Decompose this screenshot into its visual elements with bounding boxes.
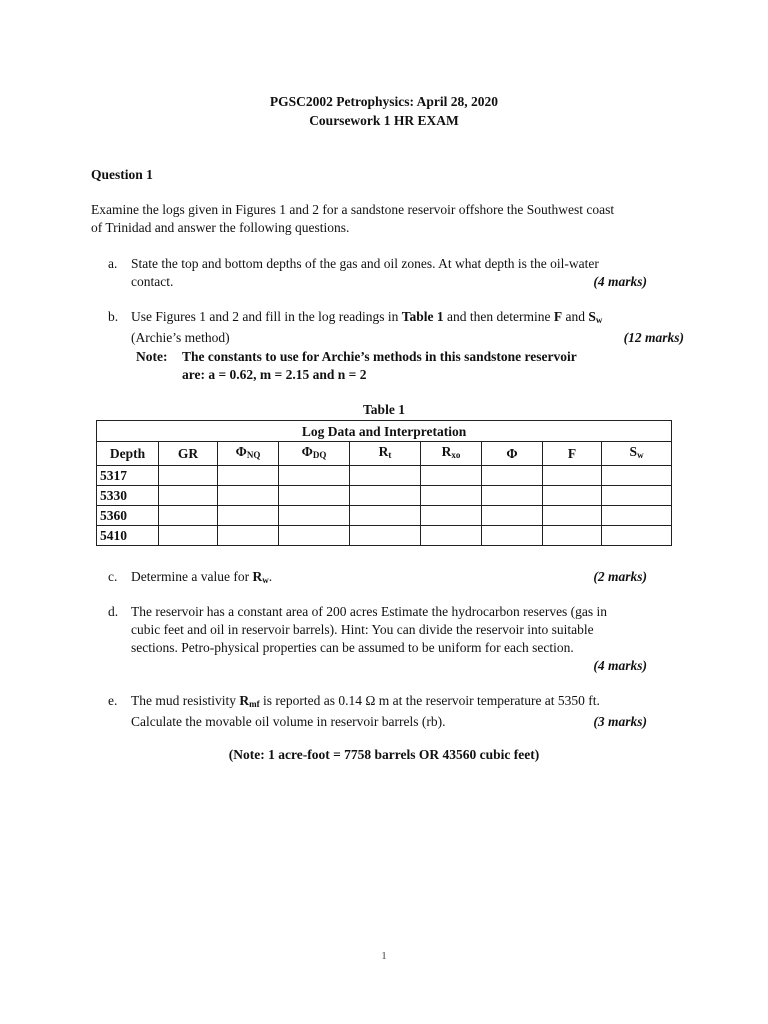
item-e-marks: (3 marks) [593, 714, 647, 729]
table-title-row [97, 421, 672, 442]
table-header-row [97, 442, 672, 466]
phi-nq-sub: NQ [246, 450, 261, 460]
table-row [97, 506, 672, 526]
conversion-note: (Note: 1 acre-foot = 7758 barrels OR 43560 cubic feet) [228, 747, 540, 762]
item-e-R-sub: mf [249, 699, 260, 709]
item-b-text-pre: Use Figures 1 and 2 and fill in the log readings in [131, 309, 402, 324]
item-b-S-sub: w [595, 315, 603, 325]
empty-cell[interactable] [602, 466, 672, 486]
empty-cell[interactable] [159, 466, 218, 486]
empty-cell[interactable] [279, 486, 350, 506]
empty-cell[interactable] [350, 526, 421, 546]
sw-symbol: S [629, 444, 638, 459]
intro-line-2: of Trinidad and answer the following questions. [91, 220, 350, 235]
empty-cell[interactable] [602, 486, 672, 506]
item-e-line-1 [131, 692, 678, 713]
item-d-letter: d. [108, 604, 119, 619]
log-data-table [96, 420, 672, 546]
table-row [97, 526, 672, 546]
page-number: 1 [381, 950, 387, 962]
item-c-letter: c. [108, 569, 118, 584]
item-b-S: S [588, 309, 596, 324]
empty-cell[interactable] [543, 466, 602, 486]
empty-cell[interactable] [279, 466, 350, 486]
item-b [131, 308, 684, 347]
empty-cell[interactable] [159, 486, 218, 506]
phi-dq-sub: DQ [312, 450, 327, 460]
empty-cell[interactable] [218, 486, 279, 506]
item-a-letter: a. [108, 256, 118, 271]
empty-cell[interactable] [159, 506, 218, 526]
item-e-text-post: is reported as 0.14 Ω m at the reservoir temperature at 5350 ft. [259, 693, 600, 708]
header-phi-nq [218, 442, 279, 466]
note-line-1: The constants to use for Archie’s methods in this sandstone reservoir [182, 349, 577, 364]
empty-cell[interactable] [482, 486, 543, 506]
item-b-marks: (12 marks) [623, 330, 684, 345]
exam-title: PGSC2002 Petrophysics: April 28, 2020 [269, 94, 499, 109]
empty-cell[interactable] [350, 466, 421, 486]
depth-cell: 5410 [97, 526, 159, 546]
item-c-R: R [252, 569, 263, 584]
empty-cell[interactable] [482, 466, 543, 486]
empty-cell[interactable] [159, 526, 218, 546]
rxo-symbol: R [441, 444, 452, 459]
header-phi-dq [279, 442, 350, 466]
header-gr: GR [159, 442, 218, 466]
header-rxo [421, 442, 482, 466]
note-line-2: are: a = 0.62, m = 2.15 and n = 2 [182, 367, 367, 382]
header-depth: Depth [97, 442, 159, 466]
header-sw [602, 442, 672, 466]
empty-cell[interactable] [543, 486, 602, 506]
item-a-line-1: State the top and bottom depths of the gas and oil zones. At what depth is the oil-water [131, 256, 599, 271]
empty-cell[interactable] [279, 526, 350, 546]
item-c-tail: . [268, 569, 273, 584]
depth-cell: 5360 [97, 506, 159, 526]
item-b-note [182, 348, 577, 384]
item-b-letter: b. [108, 309, 119, 324]
empty-cell[interactable] [218, 466, 279, 486]
intro-line-1: Examine the logs given in Figures 1 and 2 for a sandstone reservoir offshore the Southwest coast [91, 202, 615, 217]
item-a-line-2-wrap [131, 273, 678, 291]
item-c-marks: (2 marks) [593, 569, 647, 584]
empty-cell[interactable] [218, 506, 279, 526]
depth-cell: 5330 [97, 486, 159, 506]
item-d-line-2: cubic feet and oil in reservoir barrels). Hint: You can divide the reservoir into suitable [131, 622, 594, 637]
item-c [131, 568, 678, 589]
empty-cell[interactable] [602, 506, 672, 526]
depth-cell: 5317 [97, 466, 159, 486]
header-phi: Φ [482, 442, 543, 466]
item-d [131, 603, 678, 675]
empty-cell[interactable] [421, 466, 482, 486]
empty-cell[interactable] [421, 486, 482, 506]
rt-symbol: R [378, 444, 389, 459]
table-row [97, 466, 672, 486]
item-b-text-mid: and then determine [443, 309, 554, 324]
item-e [131, 692, 678, 731]
question-heading: Question 1 [91, 167, 153, 182]
item-a [131, 255, 678, 291]
header-rt [350, 442, 421, 466]
item-d-marks: (4 marks) [593, 658, 647, 673]
item-b-line-2-wrap [131, 329, 684, 347]
empty-cell[interactable] [482, 506, 543, 526]
empty-cell[interactable] [482, 526, 543, 546]
empty-cell[interactable] [279, 506, 350, 526]
item-a-marks: (4 marks) [593, 274, 647, 289]
table-caption: Table 1 [363, 402, 405, 417]
header-f: F [543, 442, 602, 466]
table-row [97, 486, 672, 506]
rxo-sub: xo [451, 450, 461, 460]
empty-cell[interactable] [218, 526, 279, 546]
item-b-line-2: (Archie’s method) [131, 330, 230, 345]
item-e-R: R [239, 693, 250, 708]
empty-cell[interactable] [350, 506, 421, 526]
item-d-line-1: The reservoir has a constant area of 200 acres Estimate the hydrocarbon reserves (gas in [131, 604, 608, 619]
item-c-text: Determine a value for [131, 569, 253, 584]
item-b-note-label: Note: [136, 349, 168, 364]
phi-dq-symbol: Φ [301, 444, 313, 459]
item-d-marks-wrap [131, 657, 678, 675]
item-b-and: and [562, 309, 589, 324]
item-b-F: F [553, 309, 563, 324]
item-c-R-sub: w [262, 575, 269, 585]
item-b-table-ref: Table 1 [401, 309, 444, 324]
table-title: Log Data and Interpretation [97, 421, 672, 442]
item-a-line-2: contact. [131, 274, 174, 289]
phi-nq-symbol: Φ [235, 444, 247, 459]
item-e-line-2-wrap [131, 713, 678, 731]
rt-sub: t [388, 450, 392, 460]
item-e-text-pre: The mud resistivity [131, 693, 240, 708]
item-e-letter: e. [108, 693, 118, 708]
empty-cell[interactable] [543, 506, 602, 526]
sw-sub: w [637, 450, 644, 460]
empty-cell[interactable] [602, 526, 672, 546]
empty-cell[interactable] [421, 526, 482, 546]
empty-cell[interactable] [543, 526, 602, 546]
item-b-line-1 [131, 308, 678, 329]
empty-cell[interactable] [421, 506, 482, 526]
item-d-line-3: sections. Petro-physical properties can be assumed to be uniform for each section. [131, 640, 574, 655]
question-intro [91, 201, 678, 237]
empty-cell[interactable] [350, 486, 421, 506]
exam-subtitle: Coursework 1 HR EXAM [309, 113, 459, 128]
item-e-line-2: Calculate the movable oil volume in reservoir barrels (rb). [131, 714, 446, 729]
